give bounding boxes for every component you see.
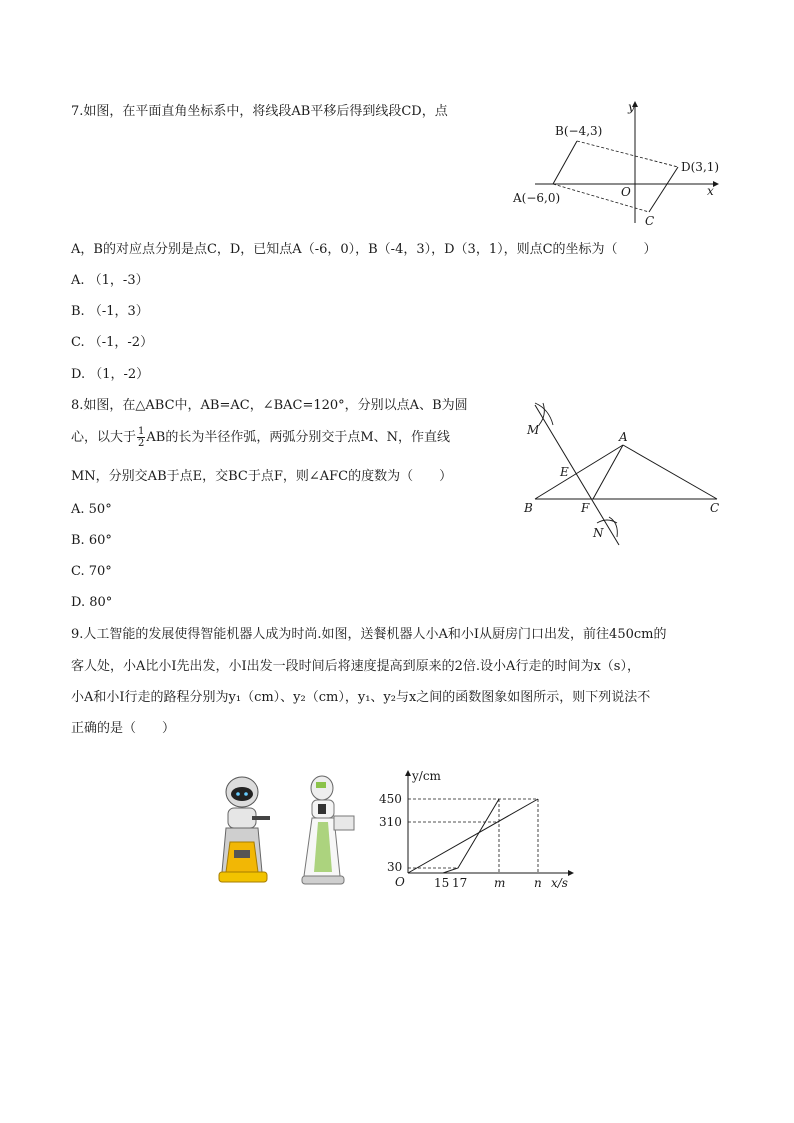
q8-option-c: C. 70° bbox=[71, 564, 112, 579]
q8-option-a: A. 50° bbox=[71, 502, 112, 517]
q7-label-B: B(−4,3) bbox=[555, 124, 603, 138]
q9-y-axis-arrow bbox=[405, 770, 411, 776]
q8-line2-post: AB的长为半径作弧，两弧分别交于点M、N，作直线 bbox=[146, 430, 451, 445]
q7-coordinate-figure bbox=[505, 95, 735, 235]
q7-option-b: B. （-1，3） bbox=[71, 304, 149, 319]
q7-option-c: C. （-1，-2） bbox=[71, 335, 154, 350]
q9-tick-450: 450 bbox=[379, 792, 402, 806]
q9-x-axis-arrow bbox=[568, 870, 574, 876]
q9-function-graph bbox=[370, 768, 585, 896]
q8-text-line3: MN，分别交AB于点E，交BC于点F，则∠AFC的度数为（ ） bbox=[71, 469, 453, 484]
q7-segment-AB bbox=[553, 141, 577, 184]
robot-a-illustration bbox=[214, 772, 274, 890]
q8-side-AB bbox=[535, 445, 623, 499]
q9-tick-310: 310 bbox=[379, 815, 402, 829]
q8-fraction bbox=[137, 426, 145, 449]
q9-text-line4: 正确的是（ ） bbox=[71, 721, 176, 736]
q8-label-B: B bbox=[524, 501, 533, 515]
q7-x-axis-arrow bbox=[713, 181, 719, 187]
q7-dashed-BD bbox=[577, 141, 678, 167]
q7-label-A: A(−6,0) bbox=[513, 191, 561, 205]
q8-text-line2 bbox=[71, 426, 450, 450]
q8-label-N: N bbox=[593, 526, 604, 540]
q8-label-A: A bbox=[619, 430, 628, 444]
q8-label-F: F bbox=[581, 501, 590, 515]
q8-line2-pre: 心，以大于 bbox=[71, 430, 137, 445]
q7-option-d: D. （1，-2） bbox=[71, 367, 150, 382]
q9-tick-15: 15 bbox=[434, 876, 450, 890]
q9-text-line3: 小A和小I行走的路程分别为y₁（cm）、y₂（cm），y₁、y₂与x之间的函数图象如图所示，则下列说法不 bbox=[71, 690, 651, 705]
q8-segment-AF bbox=[593, 445, 623, 499]
q9-label-ylabel: y/cm bbox=[412, 769, 441, 783]
q8-frac-num: 1 bbox=[138, 426, 145, 437]
q7-label-C: C bbox=[645, 214, 655, 228]
q7-option-a: A. （1，-3） bbox=[71, 273, 149, 288]
q8-frac-den: 2 bbox=[138, 438, 145, 449]
q8-label-C: C bbox=[710, 501, 720, 515]
q7-label-D: D(3,1) bbox=[681, 160, 720, 174]
q9-line-y2 bbox=[443, 799, 499, 873]
q7-label-x: x bbox=[707, 184, 714, 198]
q7-text-line2: A，B的对应点分别是点C，D，已知点A（-6，0），B（-4，3），D（3，1），则点C的坐标为（ ） bbox=[71, 242, 657, 257]
q8-side-AC bbox=[623, 445, 717, 499]
q7-label-y: y bbox=[628, 100, 635, 114]
q9-tick-30: 30 bbox=[387, 860, 403, 874]
q8-text-line1: 8.如图，在△ABC中，AB=AC，∠BAC=120°，分别以点A、B为圆 bbox=[71, 398, 468, 413]
q9-line-y1 bbox=[408, 799, 538, 873]
q8-option-b: B. 60° bbox=[71, 533, 112, 548]
q9-tick-n: n bbox=[534, 876, 542, 890]
q7-text-line1: 7.如图，在平面直角坐标系中，将线段AB平移后得到线段CD，点 bbox=[71, 104, 448, 119]
q9-label-xlabel: x/s bbox=[551, 876, 568, 890]
q9-text-line1: 9.人工智能的发展使得智能机器人成为时尚.如图，送餐机器人小A和小I从厨房门口出发，前往450cm的 bbox=[71, 627, 667, 642]
q8-label-E: E bbox=[560, 465, 569, 479]
q9-label-O: O bbox=[395, 875, 405, 889]
q7-label-O: O bbox=[621, 185, 631, 199]
robot-i-illustration bbox=[298, 772, 360, 890]
q9-tick-m: m bbox=[494, 876, 506, 890]
q8-triangle-figure bbox=[515, 395, 730, 555]
q9-tick-17: 17 bbox=[452, 876, 468, 890]
q9-text-line2: 客人处，小A比小I先出发，小I出发一段时间后将速度提高到原来的2倍.设小A行走的时间为x（s）， bbox=[71, 659, 640, 674]
q8-option-d: D. 80° bbox=[71, 595, 113, 610]
q7-segment-CD bbox=[649, 167, 678, 212]
q8-label-M: M bbox=[527, 423, 540, 437]
